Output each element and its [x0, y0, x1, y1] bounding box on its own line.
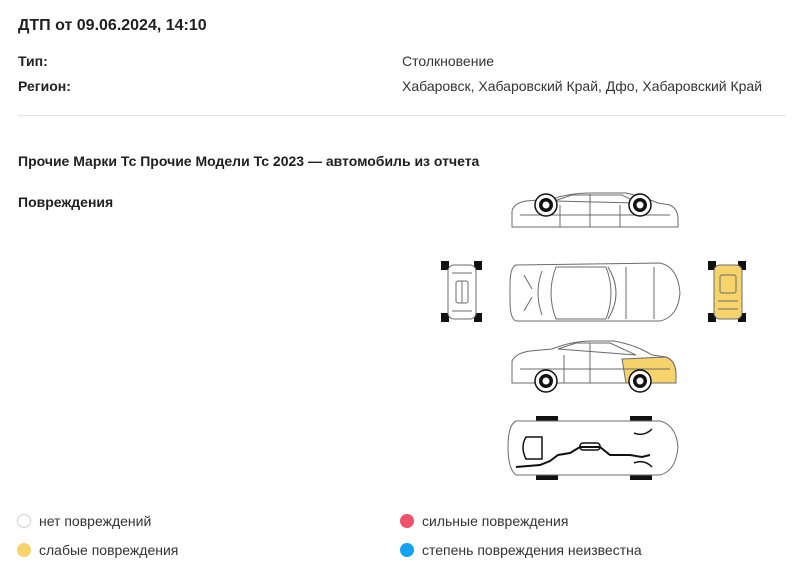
car-left-side-view: [512, 193, 678, 227]
legend-label: сильные повреждения: [422, 513, 569, 529]
legend-label: слабые повреждения: [39, 542, 179, 558]
detail-label: Тип:: [18, 53, 48, 69]
legend-light-damage: [17, 542, 178, 558]
divider: [18, 115, 786, 116]
legend-no-damage: [17, 513, 151, 529]
white-dot-icon: [17, 514, 31, 528]
car-right-side-view: [512, 341, 676, 392]
legend-label: нет повреждений: [39, 513, 152, 529]
car-top-view: [510, 263, 680, 321]
detail-value: Столкновение: [402, 53, 495, 69]
detail-label: Регион:: [18, 78, 71, 94]
car-front-view: [441, 261, 482, 322]
car-rear-view: [708, 261, 746, 322]
vehicle-title: Прочие Марки Тс Прочие Модели Тс 2023 — автомобиль из отчета: [18, 153, 480, 169]
red-dot-icon: [400, 514, 414, 528]
blue-dot-icon: [400, 543, 414, 557]
damage-heading: Повреждения: [18, 194, 114, 210]
legend-severe-damage: [400, 513, 568, 529]
accident-title: ДТП от 09.06.2024, 14:10: [18, 17, 207, 34]
legend-label: степень повреждения неизвестна: [422, 542, 642, 558]
yellow-dot-icon: [17, 543, 31, 557]
car-damage-diagram: [430, 185, 760, 485]
legend-unknown-damage: [400, 542, 642, 558]
car-underbody-view: [508, 416, 678, 480]
detail-value: Хабаровск, Хабаровский Край, Дфо, Хабаровский Край: [402, 78, 763, 94]
